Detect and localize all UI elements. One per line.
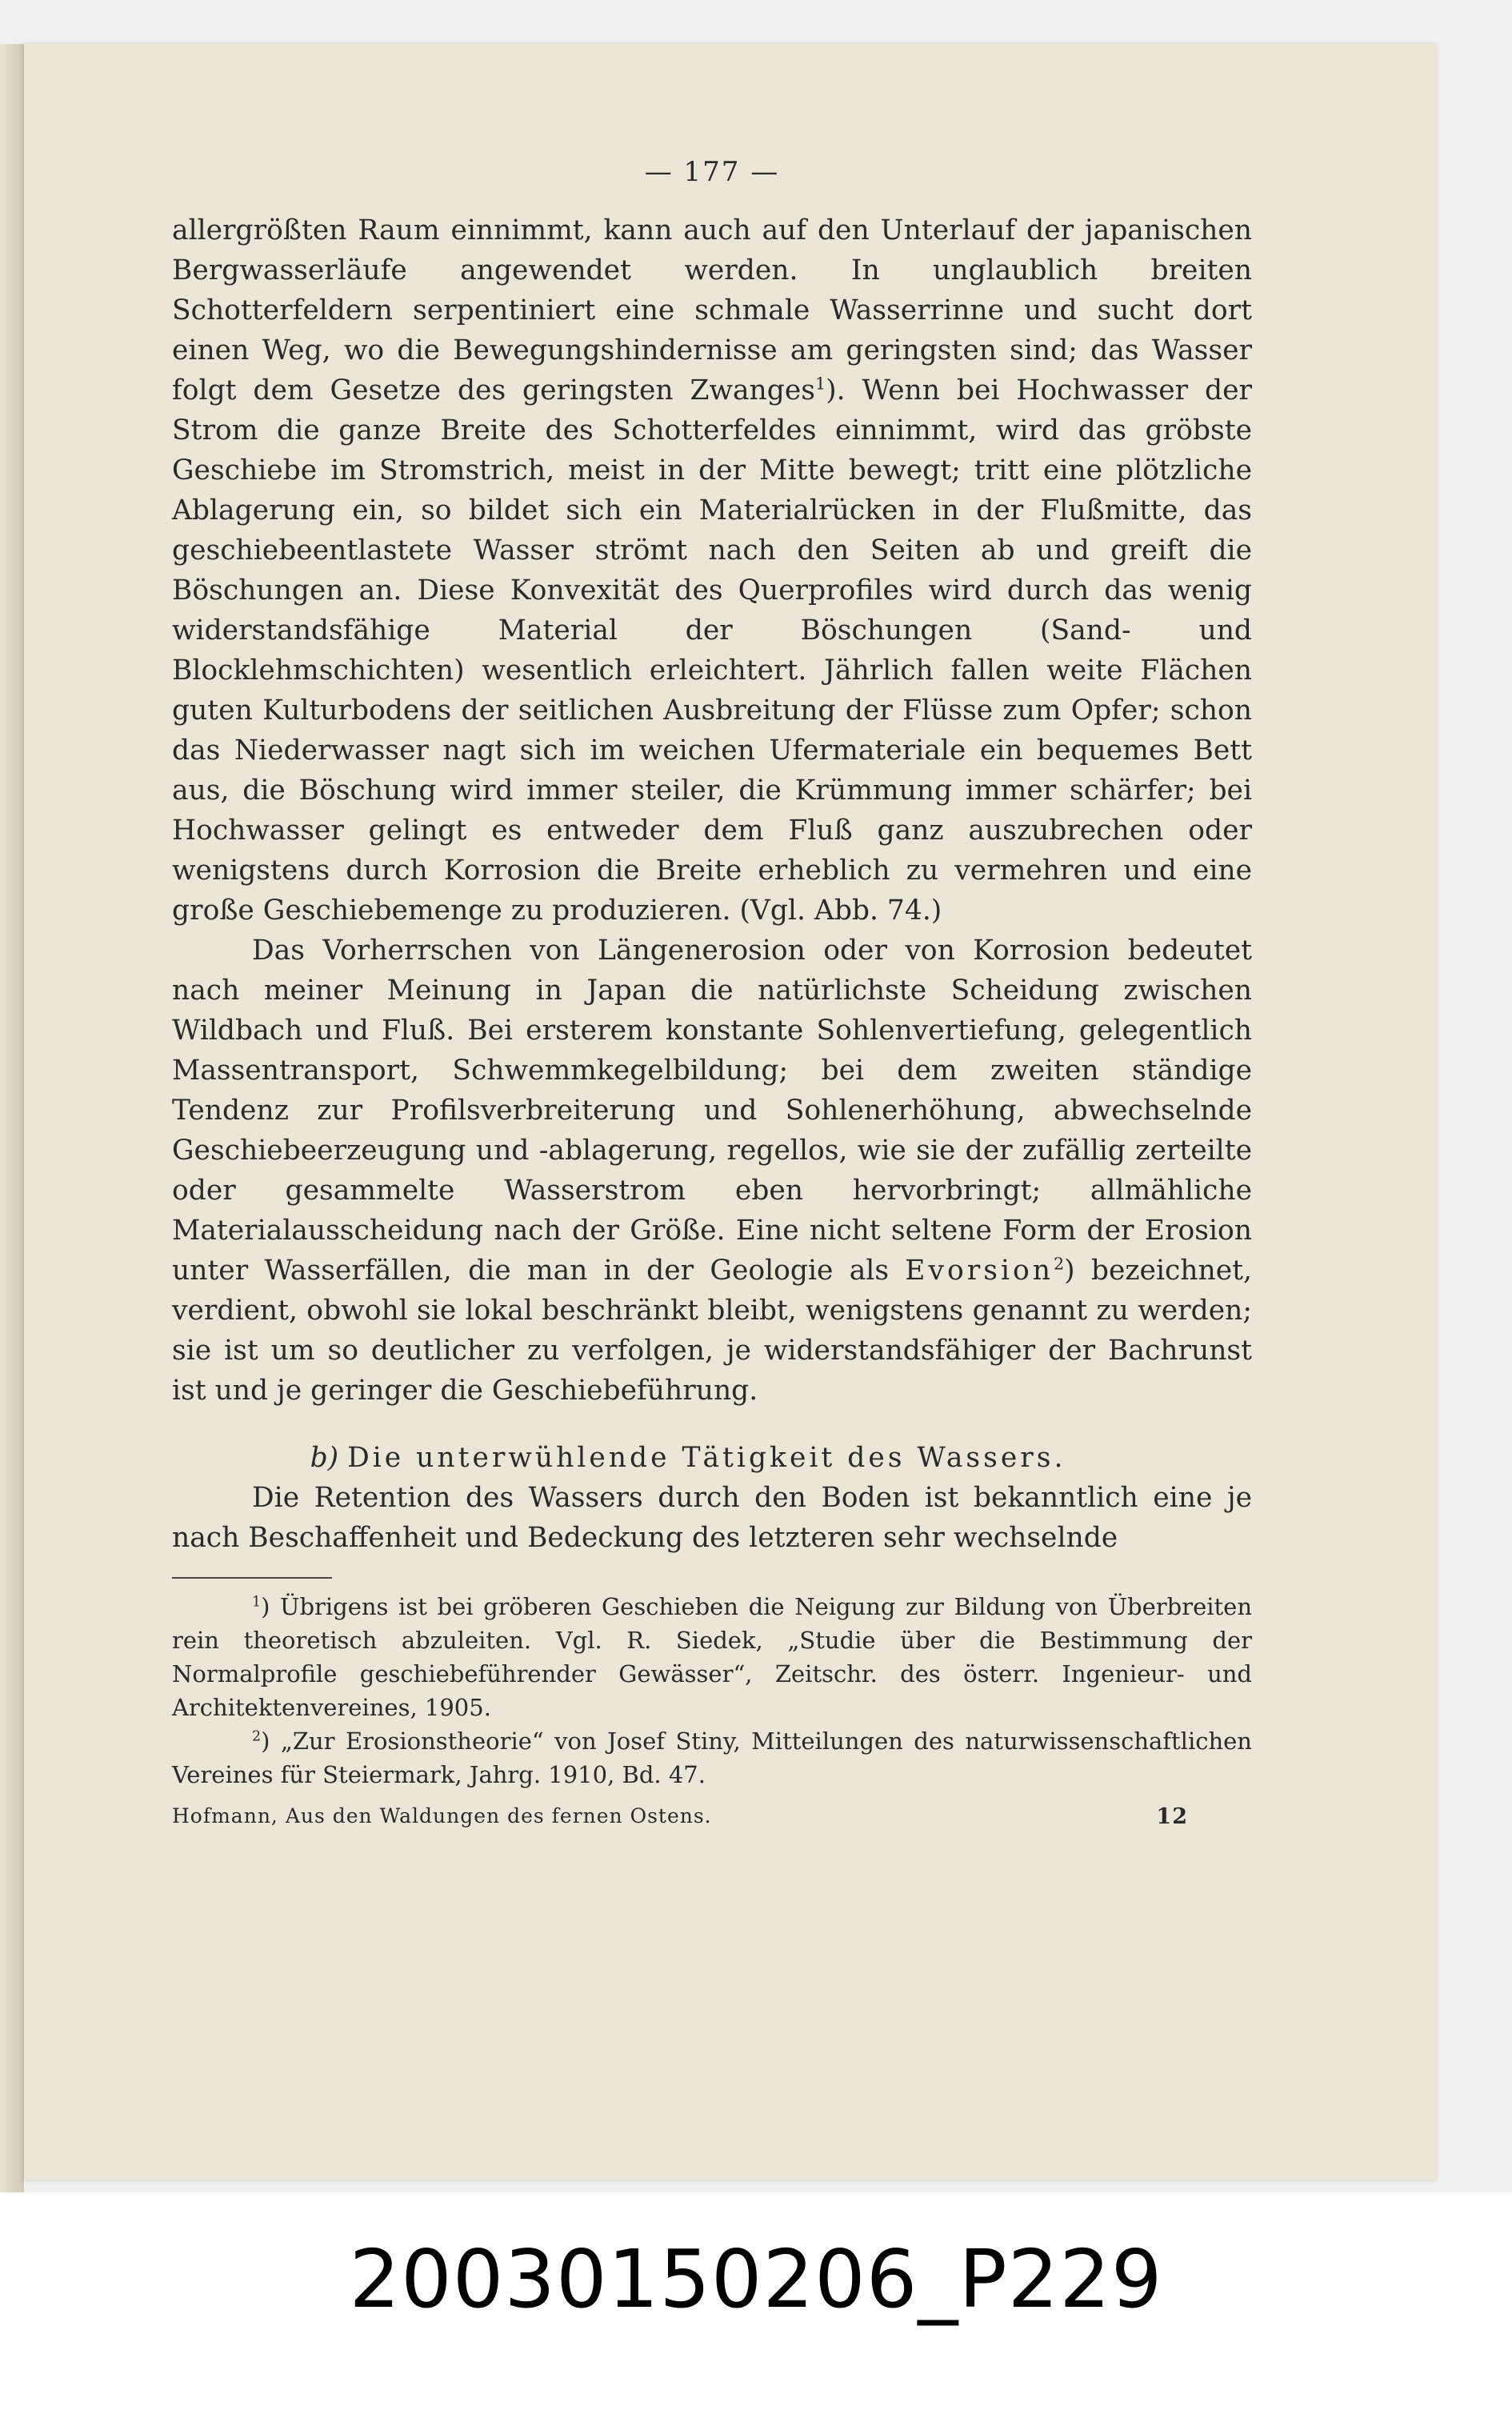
binding-edge (0, 44, 24, 2192)
paragraph-1-continued: ). Wenn bei Hochwasser der Strom die ganze Breite des Schotterfeldes einnimmt, wird das gröbste Geschiebe im Stromstrich, meist in der Mitte bewegt; tritt eine plötzliche Ablagerung ein, so bildet sich ein Materialrücken in der Flußmitte, das geschiebeentlastete Wasser strömt nach den Seiten ab und greift die Böschungen an. Diese Konvexität des Querprofiles wird durch das wenig widerstandsfähige Material der Böschungen (Sand- und Blocklehmschichten) wesentlich erleichtert. Jährlich fallen weite Flächen guten Kulturbodens der seitlichen Ausbreitung der Flüsse zum Opfer; schon das Niederwasser nagt sich im weichen Ufermateriale ein bequemes Bett aus, die Böschung wird immer steiler, die Krümmung immer schärfer; bei Hochwasser gelingt es entweder dem Fluß ganz auszubrechen oder wenigstens durch Korrosion die Breite erheblich zu vermehren und eine große Geschiebemenge zu produzieren. (Vgl. Abb. 74.) (172, 374, 1252, 927)
page-content (172, 120, 1252, 1829)
footnote-2-mark: 2 (252, 1728, 262, 1745)
footnote-ref-2: 2 (1053, 1254, 1065, 1274)
paragraph-1 (172, 210, 1252, 931)
signature-number: 12 (1156, 1804, 1188, 1829)
paragraph-2-continued: ) bezeichnet, verdient, obwohl sie lokal beschränkt bleibt, wenigstens genannt zu werden; sie ist um so deutlicher zu verfolgen, je widerstandsfähiger der Bachrunst ist und je geringer die Geschiebeführung. (172, 1255, 1252, 1407)
body-text-2 (172, 1478, 1252, 1558)
footnote-ref-1: 1 (814, 374, 826, 394)
body-text (172, 210, 1252, 1411)
page-footer (172, 1804, 1252, 1829)
footnote-1 (172, 1590, 1252, 1724)
image-caption: 20030150206_P229 (349, 2232, 1163, 2326)
footnotes (172, 1590, 1252, 1791)
paragraph-1-text: allergrößten Raum einnimmt, kann auch auf den Unterlauf der japanischen Bergwasserläufe angewendet werden. In unglaublich breiten Schotterfeldern serpentiniert eine schmale Wasserrinne und sucht dort einen Weg, wo die Bewegungshindernisse am geringsten sind; das Wasser folgt dem Gesetze des geringsten Zwanges (172, 214, 1252, 406)
footnote-1-mark: 1 (252, 1594, 262, 1611)
footnote-1-text: ) Übrigens ist bei gröberen Geschieben die Neigung zur Bildung von Überbreiten rein theoretisch abzuleiten. Vgl. R. Siedek, „Studie über die Bestimmung der Normalprofile geschiebeführender Gewässer“, Zeitschr. des österr. Ingenieur- und Architektenvereines, 1905. (172, 1593, 1252, 1721)
running-footer: Hofmann, Aus den Waldungen des fernen Ostens. (172, 1804, 712, 1828)
footnote-2 (172, 1724, 1252, 1791)
spaced-term: Evorsion (905, 1255, 1054, 1287)
page-number: — 177 — (644, 156, 780, 188)
section-heading (172, 1438, 1252, 1478)
paragraph-2 (172, 931, 1252, 1411)
footnote-divider (172, 1577, 332, 1579)
footnote-2-text: ) „Zur Erosionstheorie“ von Josef Stiny, Mitteilungen des naturwissenschaftlichen Vereines für Steiermark, Jahrg. 1910, Bd. 47. (172, 1727, 1252, 1788)
section-label: b) (310, 1442, 339, 1474)
paragraph-3: Die Retention des Wassers durch den Boden ist bekanntlich eine je nach Beschaffenheit und Bedeckung des letzteren sehr wechselnde (172, 1482, 1252, 1554)
section-title: Die unterwühlende Tätigkeit des Wassers. (347, 1442, 1066, 1474)
paragraph-2-text: Das Vorherrschen von Längenerosion oder von Korrosion bedeutet nach meiner Meinung in Japan die natürlichste Scheidung zwischen Wildbach und Fluß. Bei ersterem konstante Sohlenvertiefung, gelegentlich Massentransport, Schwemmkegelbildung; bei dem zweiten ständige Tendenz zur Profilsverbreiterung und Sohlenerhöhung, abwechselnde Geschiebeerzeugung und -ablagerung, regellos, wie sie der zufällig zerteilte oder gesammelte Wasserstrom eben hervorbringt; allmähliche Materialausscheidung nach der Größe. Eine nicht seltene Form der Erosion unter Wasserfällen, die man in der Geologie als (172, 935, 1252, 1287)
